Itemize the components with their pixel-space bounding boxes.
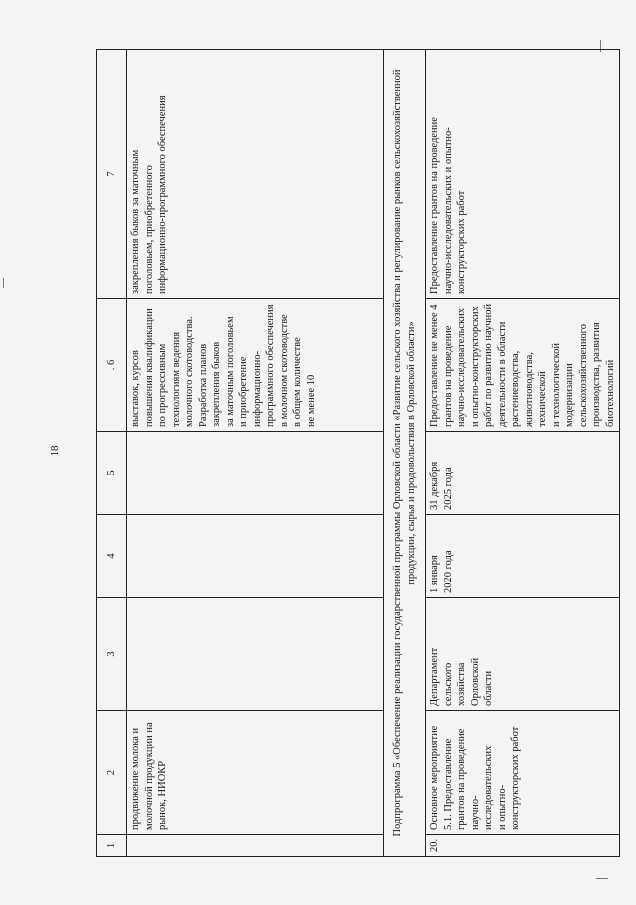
- column-number: . 6: [97, 299, 127, 432]
- indicator-cell: выставок, курсов повышения квалификации по прогрессивным технологиям ведения молочного скотоводства. Разработка планов закрепления быков за маточным поголовьем и приобретение информационно- программного обеспечения в молочном скотоводстве в общем количестве не менее 10: [127, 299, 384, 432]
- subprogram-heading-row: [384, 50, 426, 857]
- end-date-cell: [127, 432, 384, 515]
- indicator-cell: Предоставление не менее 4 грантов на проведение научно-исследовательских и опытно-конструкторских работ по развитию научной деятельности в области растениеводства, животноводства, технической и технологической модернизации сельскохозяйственного производства, развития биотехнологий: [426, 299, 620, 432]
- column-number: 1: [97, 835, 127, 857]
- activity-cell: Основное мероприятие 5.1. Предоставление грантов на проведение научно- исследовательских и опытно- конструкторских работ: [426, 711, 620, 835]
- subprogram-heading: Подпрограмма 5 «Обеспечение реализации государственной программы Орловской области «Развитие сельского хозяйства и регулирование рынков сельскохозяйственной продукции, сырья и продовольствия в Орловской области»: [384, 50, 426, 857]
- executor-cell: Департамент сельского хозяйства Орловской области: [426, 598, 620, 711]
- row-number-cell: 20.: [426, 835, 620, 857]
- rotated-table-wrapper: [96, 50, 616, 857]
- result-cell: закрепления быков за маточным поголовьем, приобретенного информационно-программного обеспечения: [127, 50, 384, 299]
- table-row-continuation: [127, 50, 384, 857]
- column-number: 4: [97, 515, 127, 598]
- scan-mark-bottom-right: [596, 878, 608, 879]
- page-number: 18: [49, 445, 61, 457]
- end-date-cell: 31 декабря 2025 года: [426, 432, 620, 515]
- column-number-row: [97, 50, 127, 857]
- column-number: 3: [97, 598, 127, 711]
- activity-cell: продвижение молока и молочной продукции на рынок, НИОКР: [127, 711, 384, 835]
- program-activities-table: [96, 49, 620, 857]
- row-number-cell: [127, 835, 384, 857]
- scan-mark-left: [3, 278, 4, 288]
- result-cell: Предоставление грантов на проведение научно-исследовательских и опытно- конструкторских работ: [426, 50, 620, 299]
- start-date-cell: [127, 515, 384, 598]
- column-number: 5: [97, 432, 127, 515]
- table-area: [96, 50, 616, 857]
- executor-cell: [127, 598, 384, 711]
- table-row-20: [426, 50, 620, 857]
- start-date-cell: 1 января 2020 года: [426, 515, 620, 598]
- column-number: 2: [97, 711, 127, 835]
- column-number: 7: [97, 50, 127, 299]
